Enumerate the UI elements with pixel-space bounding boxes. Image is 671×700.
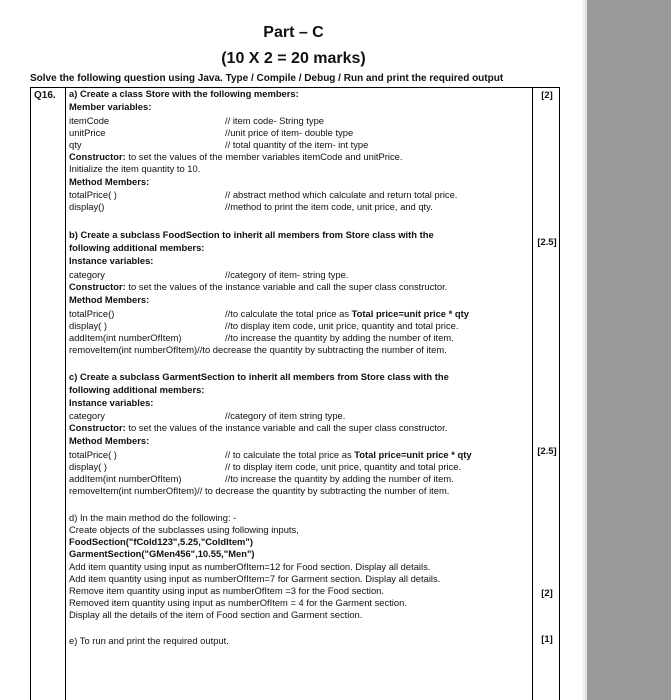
- part-c-method-name: totalPrice( ): [69, 449, 117, 460]
- part-d-create-objects: Create objects of the subclasses using following inputs,: [69, 524, 299, 535]
- part-a-methods-heading: Method Members:: [69, 176, 150, 187]
- part-c-title-line1: c) Create a subclass GarmentSection to inherit all members from Store class with the: [69, 371, 449, 382]
- part-b-method-name: display( ): [69, 320, 108, 331]
- part-b-methods-heading: Method Members:: [69, 294, 150, 305]
- part-a-var-desc: // item code- String type: [225, 115, 325, 126]
- question-table: [30, 87, 560, 700]
- marks-title: (10 X 2 = 20 marks): [221, 50, 366, 67]
- part-a-constructor-text: to set the values of the member variables itemCode and unitPrice.: [125, 151, 403, 162]
- part-b-constructor-text: to set the values of the instance variable and call the super class constructor.: [125, 281, 448, 292]
- part-b-var-name: category: [69, 269, 105, 280]
- part-a-member-vars-heading: Member variables:: [69, 101, 152, 112]
- part-c-method-name: addItem(int numberOfItem): [69, 473, 182, 484]
- part-d-step: Removed item quantity using input as numberOfItem = 4 for the Garment section.: [69, 597, 407, 608]
- part-b-marks: [2.5]: [537, 236, 557, 247]
- part-d-intro: d) In the main method do the following: -: [69, 512, 237, 523]
- part-c-method-desc: // to display item code, unit price, quantity and total price.: [225, 461, 462, 472]
- part-b-method-desc: [225, 308, 469, 319]
- part-c-constructor-label: Constructor:: [69, 422, 126, 433]
- part-c-constructor-text: to set the values of the instance variable and call the super class constructor.: [125, 422, 448, 433]
- part-d-garment-object: GarmentSection("GMen456",10.55,"Men"): [69, 548, 255, 559]
- part-d-step: Remove item quantity using input as numberOfItem =3 for the Food section.: [69, 585, 385, 596]
- column-divider-left: [65, 88, 66, 700]
- part-b-m1-formula: Total price=unit price * qty: [351, 308, 469, 319]
- part-b-method-name: totalPrice(): [69, 308, 115, 319]
- part-c-var-desc: //category of item string type.: [225, 410, 346, 421]
- part-a-var-name: qty: [69, 139, 82, 150]
- part-a-method-desc: //method to print the item code, unit price, and qty.: [225, 201, 433, 212]
- part-b-constructor-label: Constructor:: [69, 281, 126, 292]
- part-e-text: e) To run and print the required output.: [69, 635, 229, 646]
- part-d-step: Add item quantity using input as numberOfItem=12 for Food section. Display all details.: [69, 561, 431, 572]
- part-c-constructor: [69, 422, 447, 434]
- part-c-m1-pre: // to calculate the total price as: [225, 449, 355, 460]
- part-c-method-desc: [225, 449, 472, 460]
- part-c-method-desc: //to increase the quantity by adding the number of item.: [225, 473, 454, 484]
- part-a-var-desc: //unit price of item- double type: [225, 127, 354, 138]
- part-d-food-object: FoodSection("fCold123",5.25,"ColdItem"): [69, 536, 253, 547]
- part-c-method-name: display( ): [69, 461, 108, 472]
- part-a-title: a) Create a class Store with the following members:: [69, 88, 299, 99]
- viewer-background: [587, 0, 671, 700]
- part-a-method-name: totalPrice( ): [69, 189, 117, 200]
- part-c-instance-vars-heading: Instance variables:: [69, 397, 154, 408]
- part-a-method-name: display(): [69, 201, 105, 212]
- part-c-methods-heading: Method Members:: [69, 435, 150, 446]
- part-b-instance-vars-heading: Instance variables:: [69, 255, 154, 266]
- part-b-m1-pre: //to calculate the total price as: [225, 308, 352, 319]
- part-a-var-name: itemCode: [69, 115, 110, 126]
- part-c-method-remove: removeItem(int numberOfItem)// to decrease the quantity by subtracting the number of item.: [69, 485, 450, 496]
- part-a-constructor-label: Constructor:: [69, 151, 126, 162]
- part-b-method-remove: removeItem(int numberOfItem)//to decrease the quantity by subtracting the number of item.: [69, 344, 447, 355]
- part-c-marks: [2.5]: [537, 445, 557, 456]
- part-title: Part – C: [263, 24, 324, 41]
- part-b-title-line1: b) Create a subclass FoodSection to inherit all members from Store class with the: [69, 229, 434, 240]
- part-b-constructor: [69, 281, 447, 293]
- question-number: Q16.: [34, 90, 56, 101]
- part-e-marks: [1]: [541, 633, 553, 644]
- part-c-title-line2: following additional members:: [69, 384, 205, 395]
- part-b-var-desc: //category of item- string type.: [225, 269, 349, 280]
- part-a-constructor: [69, 151, 403, 163]
- part-a-marks: [2]: [541, 89, 553, 100]
- part-b-method-desc: //to display item code, unit price, quantity and total price.: [225, 320, 459, 331]
- part-a-method-desc: // abstract method which calculate and return total price.: [225, 189, 458, 200]
- part-b-title-line2: following additional members:: [69, 242, 205, 253]
- part-b-method-desc: //to increase the quantity by adding the number of item.: [225, 332, 454, 343]
- instruction-text: Solve the following question using Java. Type / Compile / Debug / Run and print the required output: [30, 73, 504, 84]
- column-divider-right: [532, 88, 533, 700]
- part-d-step: Display all the details of the item of Food section and Garment section.: [69, 609, 363, 620]
- part-a-var-desc: // total quantity of the item- int type: [225, 139, 369, 150]
- part-a-init-text: Initialize the item quantity to 10.: [69, 163, 201, 174]
- part-c-var-name: category: [69, 410, 105, 421]
- part-d-step: Add item quantity using input as numberOfItem=7 for Garment section. Display all details.: [69, 573, 441, 584]
- part-c-m1-formula: Total price=unit price * qty: [354, 449, 472, 460]
- part-a-var-name: unitPrice: [69, 127, 106, 138]
- part-d-marks: [2]: [541, 587, 553, 598]
- part-b-method-name: addItem(int numberOfItem): [69, 332, 182, 343]
